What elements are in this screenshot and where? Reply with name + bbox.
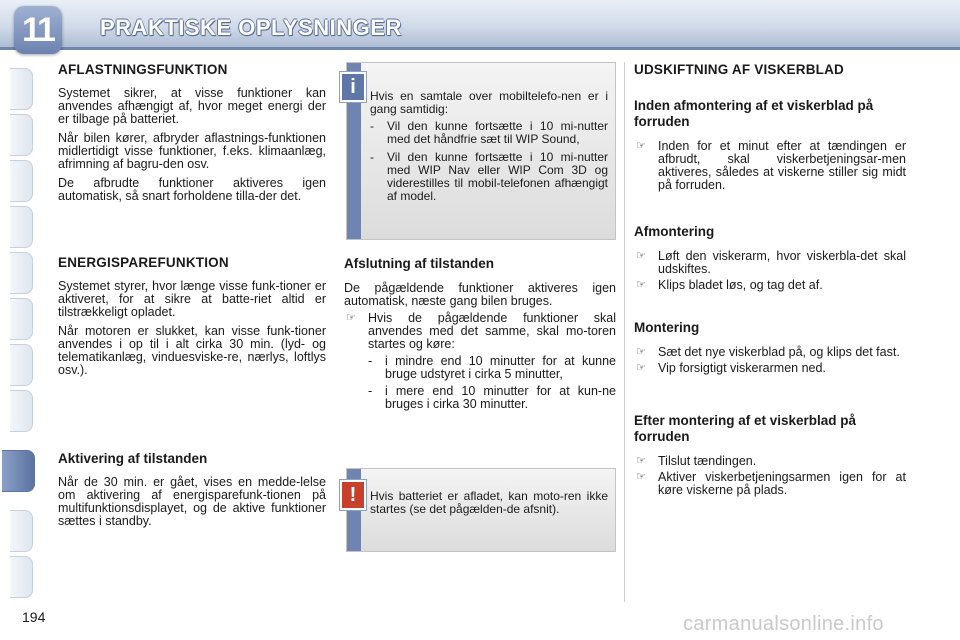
list-item [634,250,906,276]
chapter-tab[interactable] [10,68,33,110]
list-item-text: Aktiver viskerbetjeningsarmen igen for at køre viskerne på plads. [658,470,906,497]
left-column [58,63,326,203]
chapter-tab[interactable] [10,344,33,386]
list-item-text: Vip forsigtigt viskerarmen ned. [658,361,826,375]
subsection-title-inden: Inden afmontering af et viskerblad på forruden [634,98,874,129]
dash-bullet: - [370,150,374,164]
left-column-aktivering [58,451,326,528]
list-item [634,471,906,497]
chapter-tab[interactable] [10,114,33,156]
pointing-hand-icon: ☞ [636,140,646,152]
chapter-tab-active[interactable] [2,450,35,492]
list-item [344,312,616,351]
chapter-number: 11 [22,10,54,49]
info-box-text [370,90,608,203]
dash-bullet: - [368,354,373,368]
list-item-text: Løft den viskerarm, hvor viskerbla-det skal udskiftes. [658,249,906,276]
list-item-text: Inden for et minut efter at tændingen er afbrudt, skal viskerbetjeningsar-men aktiveres, således at viskerne stiller sig midt på forruden. [658,139,906,192]
paragraph: De pågældende funktioner aktiveres igen automatisk, næste gang bilen bruges. [344,281,616,308]
subsection-title-afslutning: Afslutning af tilstanden [344,256,494,271]
chapter-tab[interactable] [10,206,33,248]
paragraph: De afbrudte funktioner aktiveres igen automatisk, så snart forholdene tilla-der det. [58,176,326,203]
info-icon: i [340,72,366,102]
subsection-title-efter: Efter montering af et viskerblad på forruden [634,413,857,444]
chapter-tab[interactable] [10,160,33,202]
pointing-hand-icon: ☞ [636,455,646,467]
paragraph: Når bilen kører, afbryder aflastnings-funktionen midlertidigt visse funktioner, f.eks. klimaanlæg, afrimning af bagru-den osv. [58,131,326,171]
chapter-tab[interactable] [10,298,33,340]
paragraph: Systemet styrer, hvor længe visse funk-tioner er aktiveret, for at sikre at batte-riet altid er tilstrækkeligt opladet. [58,279,326,319]
chapter-tab[interactable] [10,252,33,294]
dash-bullet: - [368,384,373,398]
pointing-hand-icon: ☞ [636,471,646,483]
sub-list-item [368,355,616,381]
list-item [370,151,608,203]
pointing-hand-icon: ☞ [636,279,646,291]
list-item [634,346,906,359]
left-column-energi [58,256,326,377]
pointing-hand-icon: ☞ [636,250,646,262]
list-item-text: Vil den kunne fortsætte i 10 mi-nutter med WIP Nav eller WIP Com 3D og viderestilles til mobil-telefonen afhængigt af model. [387,150,608,203]
page-number: 194 [22,609,46,625]
list-item [634,362,906,375]
section-title-energi: ENERGISPAREFUNKTION [58,255,229,270]
subsection-title-aktivering: Aktivering af tilstanden [58,451,208,466]
chapter-title: PRAKTISKE OPLYSNINGER [100,15,402,40]
warning-text: Hvis batteriet er afladet, kan moto-ren ikke startes (se det pågælden-de afsnit). [370,489,608,516]
chapter-tab[interactable] [10,556,33,598]
paragraph: Når de 30 min. er gået, vises en medde-lelse om aktivering af energisparefunk-tionen på multifunktionsdisplayet, og de aktive funktioner sættes i standby. [58,475,326,528]
info-intro: Hvis en samtale over mobiltelefo-nen er i gang samtidig: [370,89,608,116]
warning-box-text [370,490,608,516]
pointing-hand-icon: ☞ [636,362,646,374]
section-title-aflastning: AFLASTNINGSFUNKTION [58,62,228,77]
list-item-text: Sæt det nye viskerblad på, og klips det fast. [658,345,900,359]
list-item [370,120,608,146]
middle-column-afslutning [344,256,616,411]
list-item [634,279,906,292]
dash-bullet: - [370,119,374,133]
chapter-number-badge [14,6,62,54]
subsection-title-afmontering: Afmontering [634,224,715,239]
list-item [634,140,906,192]
list-item-text: Tilslut tændingen. [658,454,757,468]
pointing-hand-icon: ☞ [346,312,356,324]
paragraph: Når motoren er slukket, kan visse funk-tioner anvendes i op til i alt cirka 30 min. (lyd- og telematikanlæg, vinduesviske-re, nærlys, loftlys osv.). [58,324,326,377]
header-rule [0,47,960,50]
list-item-text: Hvis de pågældende funktioner skal anvendes med det samme, skal mo-toren startes og køre: [368,311,616,351]
list-item [634,455,906,468]
paragraph: Systemet sikrer, at visse funktioner kan anvendes afhængigt af, hvor meget energi der er tilbage på batteriet. [58,86,326,126]
subsection-title-montering: Montering [634,320,700,335]
chapter-tab[interactable] [10,510,33,552]
list-item-text: Klips bladet løs, og tag det af. [658,278,823,292]
column-divider [624,62,625,602]
warning-exclamation-icon: ! [340,480,366,510]
list-item-text: i mindre end 10 minutter for at kunne bruge udstyret i cirka 5 minutter, [385,354,616,381]
chapter-tab[interactable] [10,390,33,432]
right-column [634,63,906,497]
sub-list-item [368,385,616,411]
pointing-hand-icon: ☞ [636,346,646,358]
chapter-tab-strip [0,50,40,630]
list-item-text: Vil den kunne fortsætte i 10 mi-nutter med det håndfrie sæt til WIP Sound, [387,119,608,146]
list-item-text: i mere end 10 minutter for at kun-ne bruges i cirka 30 minutter. [385,384,616,411]
section-title-udskiftning: UDSKIFTNING AF VISKERBLAD [634,62,844,77]
watermark: carmanualsonline.info [683,613,884,635]
